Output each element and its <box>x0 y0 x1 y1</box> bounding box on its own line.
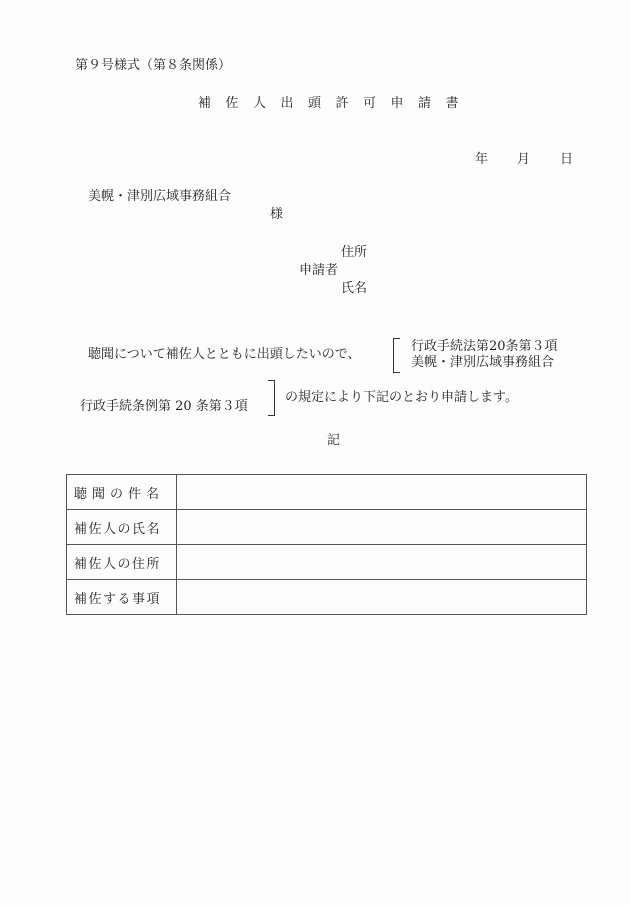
bracket-close <box>268 380 275 416</box>
row-label-assistant-name: 補佐人の氏名 <box>67 510 177 545</box>
document-title: 補佐人出頭許可申請書 <box>198 96 474 111</box>
body-line2: の規定により下記のとおり申請します。 <box>285 390 518 405</box>
form-number: 第９号様式（第８条関係） <box>75 58 232 73</box>
option-ordinance-line2: 行政手続条例第 20 条第３項 <box>80 399 248 414</box>
option-ordinance-line1: 美幌・津別広域事務組合 <box>411 355 555 370</box>
date-year: 年 <box>475 152 489 167</box>
row-label-hearing-subject: 聴聞の件名 <box>67 475 177 510</box>
row-value-assistant-name[interactable] <box>177 510 587 545</box>
ki-heading: 記 <box>327 433 341 448</box>
name-label: 氏名 <box>341 281 368 296</box>
body-line1: 聴聞について補佐人とともに出頭したいので、 <box>88 347 361 362</box>
addressee-honorific: 様 <box>270 207 284 222</box>
row-label-assistant-address: 補佐人の住所 <box>67 545 177 580</box>
address-label: 住所 <box>341 245 368 260</box>
row-label-assist-matters: 補佐する事項 <box>67 580 177 615</box>
row-value-assistant-address[interactable] <box>177 545 587 580</box>
addressee-org: 美幌・津別広域事務組合 <box>88 189 232 204</box>
table-row <box>67 475 587 510</box>
table-row <box>67 510 587 545</box>
table-row <box>67 545 587 580</box>
request-table <box>66 474 587 615</box>
row-value-hearing-subject[interactable] <box>177 475 587 510</box>
table-row <box>67 580 587 615</box>
date-month: 月 <box>517 152 531 167</box>
option-law: 行政手続法第20条第３項 <box>411 339 558 354</box>
applicant-label: 申請者 <box>299 263 339 278</box>
bracket-open <box>393 338 400 373</box>
date-day: 日 <box>560 152 574 167</box>
row-value-assist-matters[interactable] <box>177 580 587 615</box>
